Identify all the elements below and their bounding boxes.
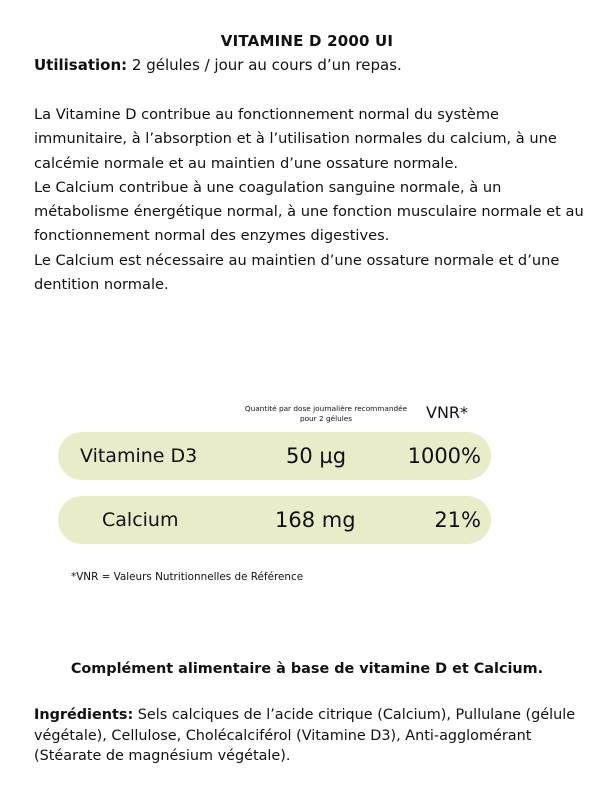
description-paragraph: Le Calcium est nécessaire au maintien d’une ossature normale et d’une dentition normale. (34, 251, 560, 294)
quantity-header-line: pour 2 gélules (299, 414, 353, 423)
description (34, 103, 590, 297)
ingredients-text: Sels calciques de l’acide citrique (Calcium), Pullulane (gélule végétale), Cellulose, Cholécalciférol (Vitamine D3), Anti-agglomérant (Stéarate de magnésium végétale). (34, 707, 576, 764)
supplement-statement: Complément alimentaire à base de vitamine D et Calcium. (70, 661, 544, 677)
nutrient-vnr: 1000% (407, 444, 481, 468)
quantity-header-line: Quantité par dose journalière recommandée (244, 404, 408, 413)
usage-label: Utilisation: (34, 56, 128, 74)
description-paragraph: Le Calcium contribue à une coagulation sanguine normale, à un métabolisme énergétique normal, à une fonction musculaire normale et au fonctionnement normal des enzymes digestives. (34, 178, 584, 245)
nutrient-name: Calcium (102, 509, 179, 531)
nutrient-row (58, 496, 491, 544)
product-title: VITAMINE D 2000 UI (220, 32, 394, 50)
description-paragraph: La Vitamine D contribue au fonctionnement normal du système immunitaire, à l’absorption et à l’utilisation normales du calcium, à une calcémie normale et au maintien d’une ossature normale. (34, 106, 557, 172)
ingredients-label: Ingrédients: (34, 707, 134, 723)
nutrient-vnr: 21% (434, 508, 481, 532)
usage-line (34, 55, 594, 75)
nutrient-amount: 168 mg (275, 508, 356, 532)
nutrient-name: Vitamine D3 (80, 445, 198, 467)
ingredients (34, 705, 594, 767)
vnr-header: VNR* (426, 403, 469, 422)
nutrient-row (58, 432, 491, 480)
usage-text: 2 gélules / jour au cours d’un repas. (127, 56, 402, 74)
quantity-header (238, 404, 414, 424)
vnr-footnote: *VNR = Valeurs Nutritionnelles de Référence (71, 571, 304, 583)
nutrient-amount: 50 µg (286, 444, 347, 468)
